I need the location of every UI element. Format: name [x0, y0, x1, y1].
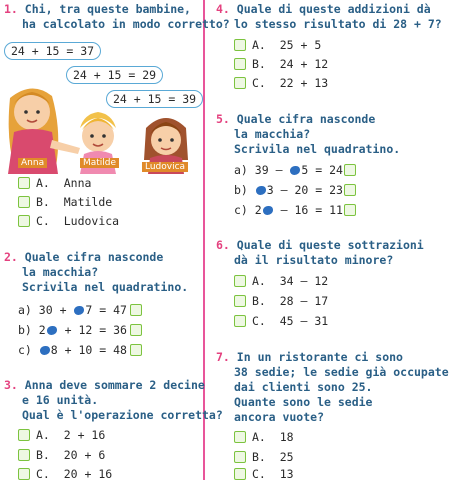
- name-tag-matilde: Matilde: [80, 158, 119, 168]
- answer-box[interactable]: [344, 164, 356, 176]
- question-6: [216, 238, 424, 268]
- option-a[interactable]: A. 25 + 5: [234, 38, 321, 52]
- ink-blot: [263, 206, 273, 215]
- answer-box[interactable]: [344, 204, 356, 216]
- option-b[interactable]: B. 20 + 6: [18, 448, 105, 462]
- option-c[interactable]: C. 20 + 16: [18, 467, 112, 481]
- checkbox[interactable]: [18, 177, 30, 189]
- checkbox[interactable]: [234, 39, 246, 51]
- question-4: [216, 2, 442, 32]
- question-number: 4.: [216, 2, 230, 16]
- option-c[interactable]: [18, 214, 119, 228]
- question-text: Scrivila nel quadratino.: [22, 280, 189, 294]
- checkbox[interactable]: [234, 275, 246, 287]
- ink-blot: [256, 186, 266, 195]
- question-2: [4, 250, 188, 295]
- option-letter: B.: [36, 195, 50, 209]
- option-b[interactable]: B. 25: [234, 450, 294, 464]
- option-letter: A.: [36, 176, 50, 190]
- question-number: 7.: [216, 350, 230, 364]
- equation-row-b: b) 2 + 12 = 36: [18, 323, 127, 337]
- answer-box[interactable]: [130, 304, 142, 316]
- option-a[interactable]: A. 18: [234, 430, 294, 444]
- option-text: Ludovica: [63, 214, 120, 228]
- checkbox[interactable]: [234, 58, 246, 70]
- question-text: Quale cifra nasconde: [24, 250, 164, 264]
- question-number: 6.: [216, 238, 230, 252]
- ink-blot: [74, 306, 84, 315]
- checkbox[interactable]: [18, 429, 30, 441]
- question-text: Qual è l'operazione corretta?: [22, 408, 223, 422]
- question-text: la macchia?: [22, 265, 99, 279]
- checkbox[interactable]: [18, 215, 30, 227]
- option-letter: C.: [36, 214, 50, 228]
- speech-bubble-matilde: 24 + 15 = 29: [66, 66, 163, 84]
- question-3: [4, 378, 223, 423]
- question-text: 38 sedie; le sedie già occupate: [234, 365, 449, 379]
- option-a[interactable]: [18, 176, 91, 190]
- answer-box[interactable]: [344, 184, 356, 196]
- question-text: Quale cifra nasconde: [236, 112, 376, 126]
- question-text: Scrivila nel quadratino.: [234, 142, 401, 156]
- name-tag-anna: Anna: [18, 158, 47, 168]
- answer-box[interactable]: [130, 344, 142, 356]
- question-1: [4, 2, 230, 32]
- question-text: dà il risultato minore?: [234, 253, 394, 267]
- option-b[interactable]: [18, 195, 112, 209]
- question-7: [216, 350, 449, 425]
- question-text: Quale di queste addizioni dà: [236, 2, 431, 16]
- answer-box[interactable]: [130, 324, 142, 336]
- question-number: 5.: [216, 112, 230, 126]
- equation-row-a: a) 30 + 7 = 47: [18, 303, 127, 317]
- ink-blot: [40, 346, 50, 355]
- checkbox[interactable]: [18, 468, 30, 480]
- question-text: Quale di queste sottrazioni: [236, 238, 424, 252]
- option-c[interactable]: C. 45 – 31: [234, 314, 328, 328]
- ink-blot: [47, 326, 57, 335]
- question-text: ancora vuote?: [234, 410, 325, 424]
- checkbox[interactable]: [234, 468, 246, 480]
- question-5: [216, 112, 400, 157]
- name-tag-ludovica: Ludovica: [142, 162, 188, 172]
- option-c[interactable]: C. 13: [234, 467, 294, 481]
- option-a[interactable]: A. 34 – 12: [234, 274, 328, 288]
- question-text: ha calcolato in modo corretto?: [22, 17, 230, 31]
- option-b[interactable]: B. 28 – 17: [234, 294, 328, 308]
- checkbox[interactable]: [234, 77, 246, 89]
- checkbox[interactable]: [18, 196, 30, 208]
- question-number: 1.: [4, 2, 18, 16]
- option-b[interactable]: B. 24 + 12: [234, 57, 328, 71]
- question-number: 3.: [4, 378, 18, 392]
- checkbox[interactable]: [234, 315, 246, 327]
- question-text: Quante sono le sedie: [234, 395, 373, 409]
- speech-bubble-anna: 24 + 15 = 37: [4, 42, 101, 60]
- option-text: Matilde: [63, 195, 113, 209]
- question-text: e 16 unità.: [22, 393, 99, 407]
- equation-row-c: c) 8 + 10 = 48: [18, 343, 127, 357]
- speech-bubble-ludovica: 24 + 15 = 39: [106, 90, 203, 108]
- question-text: In un ristorante ci sono: [236, 350, 403, 364]
- option-text: Anna: [63, 176, 92, 190]
- question-text: Chi, tra queste bambine,: [24, 2, 191, 16]
- ink-blot: [290, 166, 300, 175]
- equation-row-b: b) 3 – 20 = 23: [234, 183, 343, 197]
- question-number: 2.: [4, 250, 18, 264]
- checkbox[interactable]: [234, 431, 246, 443]
- question-text: dai clienti sono 25.: [234, 380, 373, 394]
- question-text: la macchia?: [234, 127, 311, 141]
- checkbox[interactable]: [234, 451, 246, 463]
- checkbox[interactable]: [234, 295, 246, 307]
- checkbox[interactable]: [18, 449, 30, 461]
- question-text: Anna deve sommare 2 decine: [24, 378, 205, 392]
- equation-row-c: c) 2 – 16 = 11: [234, 203, 343, 217]
- question-text: lo stesso risultato di 28 + 7?: [234, 17, 442, 31]
- equation-row-a: a) 39 – 5 = 24: [234, 163, 343, 177]
- option-c[interactable]: C. 22 + 13: [234, 76, 328, 90]
- option-a[interactable]: A. 2 + 16: [18, 428, 105, 442]
